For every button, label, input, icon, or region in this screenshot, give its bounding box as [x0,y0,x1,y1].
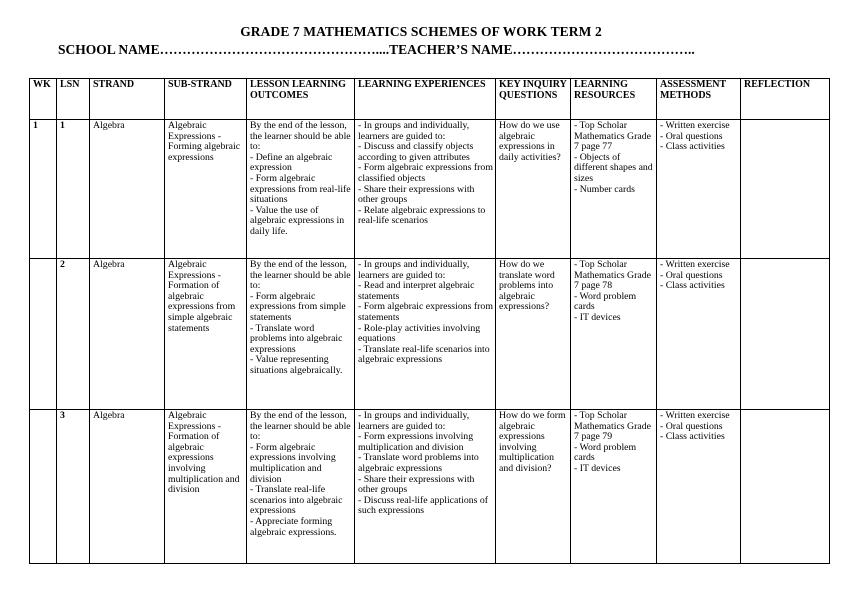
experience-line: - In groups and individually, learners are guided to: [358,120,470,142]
outcome-line: By the end of the lesson, the learner should be able to: [250,410,351,443]
outcome-line: - Value representing situations algebraically. [250,354,343,376]
cell-assessment [657,410,741,564]
cell-experiences [355,259,496,410]
table-row [30,120,830,259]
cell-wk [30,259,57,410]
resource-line: - Top Scholar Mathematics Grade 7 page 77 [574,120,651,153]
cell-sub-strand: Algebraic Expressions - Formation of algebraic expressions from simple algebraic statements [165,259,247,410]
assessment-line: - Oral questions [660,420,723,432]
experience-line: - Form algebraic expressions from classified objects [358,162,493,184]
assessment-line: - Class activities [660,280,725,292]
header-row [30,79,830,120]
cell-sub-strand: Algebraic Expressions - Forming algebraic expressions [165,120,247,259]
outcome-line: - Translate real-life scenarios into algebraic expressions [250,484,343,517]
outcome-line: - Form algebraic expressions involving multiplication and division [250,441,336,485]
experience-line: - Translate real-life scenarios into algebraic expressions [358,343,490,366]
cell-experiences [355,410,496,564]
outcome-line: By the end of the lesson, the learner should be able to: [250,259,351,292]
cell-reflection [741,410,830,564]
cell-lsn: 3 [57,410,90,564]
header-sub-strand: SUB-STRAND [165,79,247,120]
resource-line: - Number cards [574,183,635,195]
header-assessment: ASSESSMENT METHODS [657,79,741,120]
cell-reflection [741,120,830,259]
resource-line: - Top Scholar Mathematics Grade 7 page 79 [574,410,651,443]
experience-line: - Form expressions involving multiplication and division [358,431,474,453]
header-experiences: LEARNING EXPERIENCES [355,79,496,120]
resource-line: - IT devices [574,311,621,323]
cell-outcomes [247,410,355,564]
cell-resources [571,120,657,259]
experience-line: - In groups and individually, learners are guided to: [358,410,470,432]
experience-line: - Share their expressions with other groups [358,473,475,496]
cell-key-question: How do we use algebraic expressions in daily activities? [496,120,571,259]
header-lsn: LSN [57,79,90,120]
outcome-line: - Define an algebraic expression [250,151,333,174]
school-teacher-line: SCHOOL NAME…………………………………………....TEACHER’S NAME………………………………….. [58,42,695,57]
assessment-line: - Oral questions [660,269,723,281]
assessment-line: - Class activities [660,431,725,443]
experience-line: - Relate algebraic expressions to real-life scenarios [358,204,486,227]
outcome-line: - Form algebraic expressions from real-life situations [250,172,351,206]
outcome-line: - Translate word problems into algebraic expressions [250,322,343,355]
assessment-line: - Oral questions [660,130,723,142]
cell-resources [571,410,657,564]
cell-reflection [741,259,830,410]
cell-strand: Algebra [90,410,165,564]
cell-outcomes [247,120,355,259]
resource-line: - Word problem cards [574,290,637,313]
cell-experiences [355,120,496,259]
experience-line: - Share their expressions with other groups [358,183,475,206]
cell-outcomes [247,259,355,410]
resource-line: - IT devices [574,462,621,474]
schemes-of-work-table [29,78,830,564]
header-strand: STRAND [90,79,165,120]
outcome-line: - Appreciate forming algebraic expressions. [250,515,337,538]
cell-lsn: 1 [57,120,90,259]
cell-key-question: How do we translate word problems into algebraic expressions? [496,259,571,410]
cell-wk: 1 [30,120,57,259]
resource-line: - Top Scholar Mathematics Grade 7 page 78 [574,259,651,292]
cell-strand: Algebra [90,120,165,259]
outcome-line: - Form algebraic expressions from simple statements [250,290,346,323]
assessment-line: - Written exercise [660,259,730,270]
outcome-line: By the end of the lesson, the learner should be able to: [250,120,351,153]
cell-wk [30,410,57,564]
document-title: GRADE 7 MATHEMATICS SCHEMES OF WORK TERM 2 [240,24,602,39]
header-reflection: REFLECTION [741,79,830,120]
assessment-line: - Written exercise [660,410,730,421]
cell-key-question: How do we form algebraic expressions involving multiplication and division? [496,410,571,564]
cell-sub-strand: Algebraic Expressions - Formation of algebraic expressions involving multiplication and division [165,410,247,564]
resource-line: - Word problem cards [574,441,637,464]
experience-line: - Form algebraic expressions from statements [358,301,493,323]
header-wk: WK [30,79,57,120]
header-resources: LEARNING RESOURCES [571,79,657,120]
outcome-line: - Value the use of algebraic expressions in daily life. [250,204,345,237]
header-outcomes: LESSON LEARNING OUTCOMES [247,79,355,120]
experience-line: - Discuss real-life applications of such expressions [358,494,489,517]
experience-line: - In groups and individually, learners are guided to: [358,259,470,281]
experience-line: - Translate word problems into algebraic expressions [358,452,479,474]
table-row [30,410,830,564]
assessment-line: - Written exercise [660,120,730,131]
cell-assessment [657,120,741,259]
cell-assessment [657,259,741,410]
cell-strand: Algebra [90,259,165,410]
cell-lsn: 2 [57,259,90,410]
table-row [30,259,830,410]
assessment-line: - Class activities [660,141,725,153]
experience-line: - Discuss and classify objects according to given attributes [358,141,474,163]
resource-line: - Objects of different shapes and sizes [574,151,653,184]
header-key-questions: KEY INQUIRY QUESTIONS [496,79,571,120]
experience-line: - Role-play activities involving equations [358,322,481,345]
cell-resources [571,259,657,410]
experience-line: - Read and interpret algebraic statements [358,280,475,302]
